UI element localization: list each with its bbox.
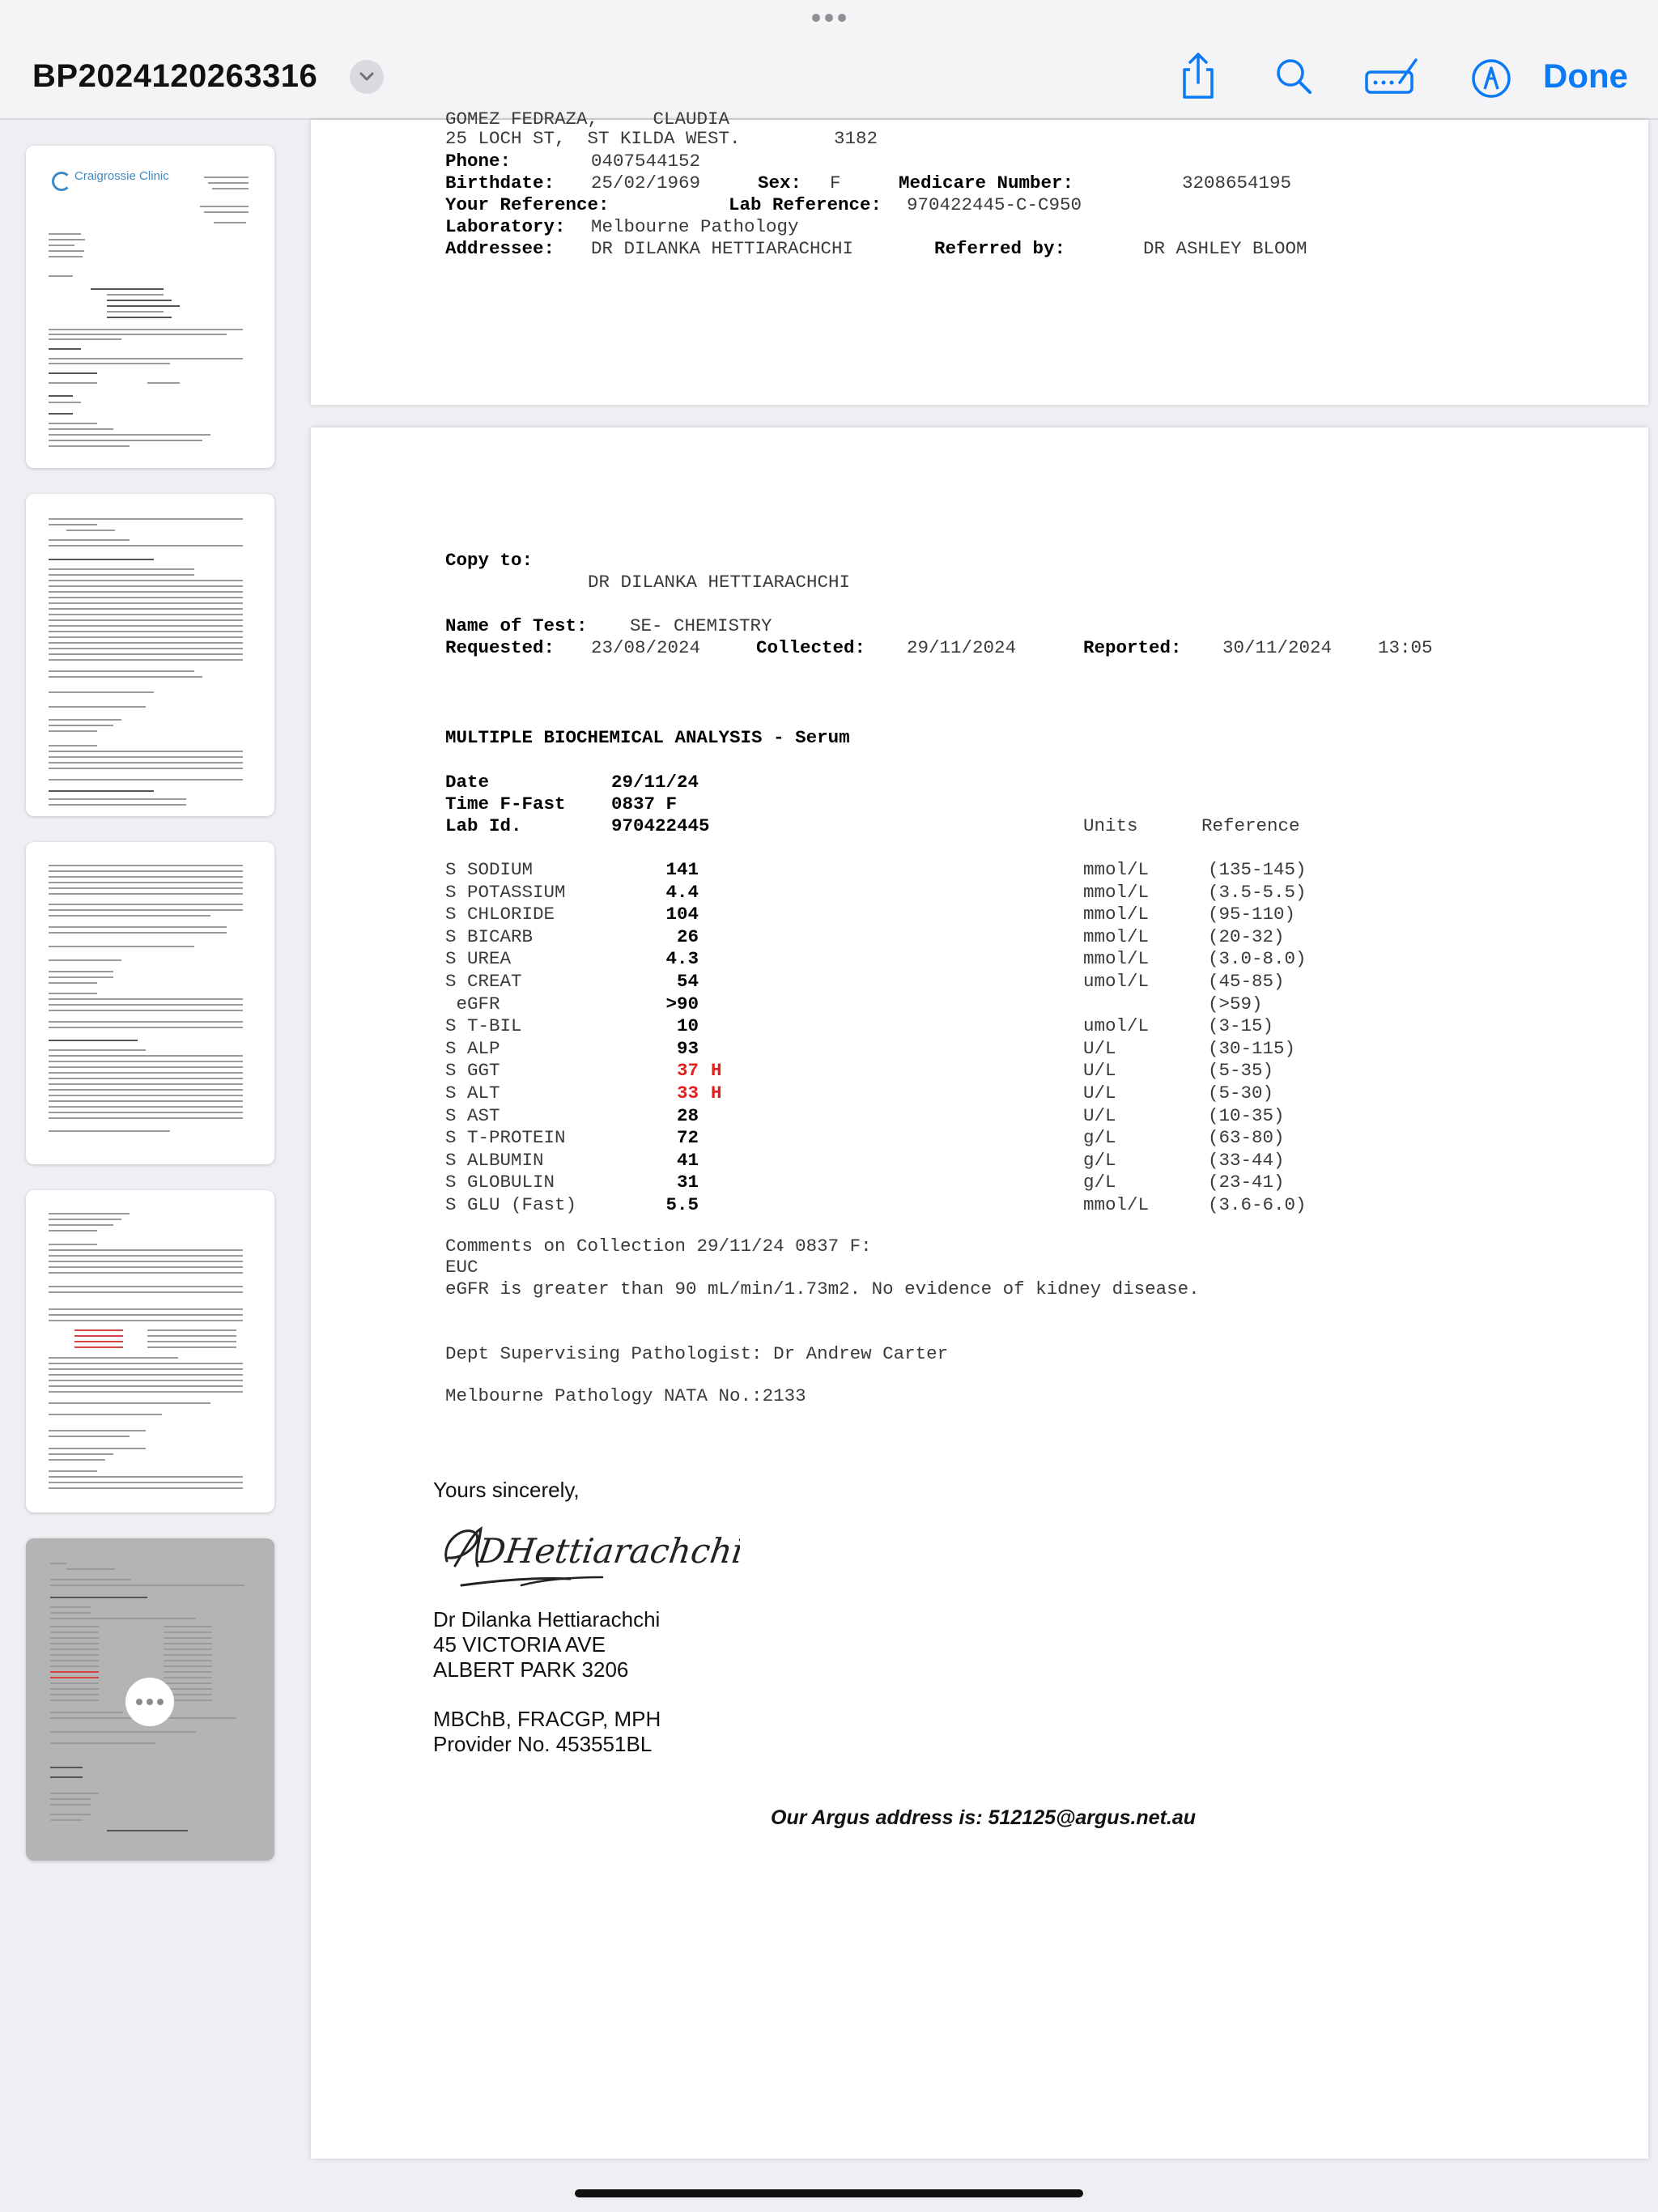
signature-lettering: DHettiarachchi xyxy=(475,1531,740,1571)
lab-reference-value: 970422445-C-C950 xyxy=(907,194,1082,215)
analysis-title: MULTIPLE BIOCHEMICAL ANALYSIS - Serum xyxy=(445,727,850,748)
result-value: 72 xyxy=(676,1127,699,1149)
addressee-label: Addressee: xyxy=(445,238,555,259)
page-thumbnail-4[interactable] xyxy=(26,1190,274,1512)
lab-reference-label: Lab Reference: xyxy=(729,194,882,215)
copy-to-label: Copy to: xyxy=(445,550,534,571)
share-icon[interactable] xyxy=(1174,52,1222,100)
test-name-value: SE- CHEMISTRY xyxy=(630,615,772,636)
result-reference: (5-30) xyxy=(1208,1083,1274,1104)
document-title[interactable]: BP2024120263316 xyxy=(32,58,318,94)
result-units: mmol/L xyxy=(1083,925,1150,947)
result-value: 33 xyxy=(676,1083,699,1104)
result-value: 41 xyxy=(676,1149,699,1171)
referred-by-label: Referred by: xyxy=(934,238,1066,259)
collected-label: Collected: xyxy=(756,637,866,658)
result-test-name: S UREA xyxy=(445,948,512,970)
result-test-name: S BICARB xyxy=(445,925,534,947)
doctor-street: 45 VICTORIA AVE xyxy=(433,1632,606,1657)
clinic-logo-icon xyxy=(52,172,71,191)
result-test-name: S ALBUMIN xyxy=(445,1149,544,1171)
supervising-pathologist: Dept Supervising Pathologist: Dr Andrew Carter xyxy=(445,1343,949,1364)
comments-egfr: eGFR is greater than 90 mL/min/1.73m2. No evidence of kidney disease. xyxy=(445,1278,1200,1300)
laboratory-value: Melbourne Pathology xyxy=(591,216,799,237)
result-value: 5.5 xyxy=(665,1194,699,1215)
window-grabber-icon[interactable] xyxy=(812,14,846,25)
result-units: umol/L xyxy=(1083,971,1150,992)
done-button[interactable]: Done xyxy=(1543,57,1628,95)
result-units: mmol/L xyxy=(1083,859,1150,880)
result-units: mmol/L xyxy=(1083,1194,1150,1215)
medicare-value: 3208654195 xyxy=(1182,172,1292,194)
collected-value: 29/11/2024 xyxy=(907,637,1017,658)
result-reference: (5-35) xyxy=(1208,1060,1274,1082)
copy-to-value: DR DILANKA HETTIARACHCHI xyxy=(588,572,851,593)
result-test-name: S ALP xyxy=(445,1037,500,1059)
result-test-name: S CHLORIDE xyxy=(445,904,555,925)
lab-id-value: 970422445 xyxy=(611,815,710,836)
document-page-2 xyxy=(311,428,1648,2159)
result-test-name: S GLU (Fast) xyxy=(445,1194,577,1215)
page-thumbnail-3[interactable] xyxy=(26,842,274,1164)
result-value: 4.4 xyxy=(665,881,699,903)
page-thumbnail-5[interactable] xyxy=(26,1538,274,1861)
result-reference: (3.5-5.5) xyxy=(1208,881,1307,903)
thumbnail-logo-text: Craigrossie Clinic xyxy=(74,169,169,183)
result-reference: (95-110) xyxy=(1208,904,1296,925)
result-flag: H xyxy=(711,1083,722,1104)
result-test-name: S ALT xyxy=(445,1083,500,1104)
markup-signature-icon[interactable] xyxy=(1364,52,1421,100)
units-header: Units xyxy=(1083,815,1138,836)
requested-value: 23/08/2024 xyxy=(591,637,701,658)
document-toolbar xyxy=(0,0,1658,120)
result-reference: (10-35) xyxy=(1208,1104,1285,1126)
result-units: mmol/L xyxy=(1083,904,1150,925)
page-thumbnail-sidebar xyxy=(0,120,300,2212)
page-thumbnail-2[interactable] xyxy=(26,494,274,816)
result-value: 37 xyxy=(676,1060,699,1082)
home-indicator[interactable] xyxy=(575,2189,1083,2197)
date-value: 29/11/24 xyxy=(611,772,699,793)
result-value: 141 xyxy=(665,859,699,880)
result-test-name: S POTASSIUM xyxy=(445,881,566,903)
result-units: g/L xyxy=(1083,1172,1116,1193)
result-test-name: S AST xyxy=(445,1104,500,1126)
result-units: g/L xyxy=(1083,1149,1116,1171)
result-test-name: S CREAT xyxy=(445,971,522,992)
result-reference: (135-145) xyxy=(1208,859,1307,880)
requested-label: Requested: xyxy=(445,637,555,658)
result-test-name: eGFR xyxy=(445,993,500,1015)
argus-address: Our Argus address is: 512125@argus.net.au xyxy=(771,1806,1197,1829)
addressee-value: DR DILANKA HETTIARACHCHI xyxy=(591,238,854,259)
result-reference: (3.0-8.0) xyxy=(1208,948,1307,970)
result-value: 93 xyxy=(676,1037,699,1059)
thumbnail-more-options-icon[interactable] xyxy=(125,1678,174,1726)
sex-value: F xyxy=(830,172,841,194)
patient-name-line: GOMEZ FEDRAZA, CLAUDIA xyxy=(445,108,730,130)
birthdate-label: Birthdate: xyxy=(445,172,555,194)
doctor-city: ALBERT PARK 3206 xyxy=(433,1657,629,1682)
result-reference: (23-41) xyxy=(1208,1172,1285,1193)
date-label: Date xyxy=(445,772,490,793)
result-reference: (>59) xyxy=(1208,993,1263,1015)
reported-time: 13:05 xyxy=(1378,637,1433,658)
reference-header: Reference xyxy=(1201,815,1300,836)
result-units: g/L xyxy=(1083,1127,1116,1149)
page-thumbnail-1[interactable] xyxy=(26,146,274,468)
result-value: 10 xyxy=(676,1015,699,1037)
sex-label: Sex: xyxy=(758,172,802,194)
result-value: 26 xyxy=(676,925,699,947)
patient-address: 25 LOCH ST, ST KILDA WEST. xyxy=(445,128,741,149)
time-label: Time F-Fast xyxy=(445,793,566,815)
result-units: U/L xyxy=(1083,1037,1116,1059)
birthdate-value: 25/02/1969 xyxy=(591,172,701,194)
result-value: 54 xyxy=(676,971,699,992)
result-test-name: S T-BIL xyxy=(445,1015,522,1037)
result-units: U/L xyxy=(1083,1060,1116,1082)
result-reference: (20-32) xyxy=(1208,925,1285,947)
patient-postcode: 3182 xyxy=(834,128,878,149)
result-test-name: S GLOBULIN xyxy=(445,1172,555,1193)
result-reference: (63-80) xyxy=(1208,1127,1285,1149)
comments-heading: Comments on Collection 29/11/24 0837 F: xyxy=(445,1236,872,1257)
time-value: 0837 F xyxy=(611,793,678,815)
doctor-qualifications: MBChB, FRACGP, MPH xyxy=(433,1707,661,1731)
result-value: 4.3 xyxy=(665,948,699,970)
result-units: mmol/L xyxy=(1083,881,1150,903)
result-reference: (33-44) xyxy=(1208,1149,1285,1171)
signature-image xyxy=(432,1509,740,1590)
result-value: >90 xyxy=(665,993,699,1015)
nata-number: Melbourne Pathology NATA No.:2133 xyxy=(445,1385,806,1406)
result-reference: (3.6-6.0) xyxy=(1208,1194,1307,1215)
medicare-label: Medicare Number: xyxy=(899,172,1074,194)
your-reference-label: Your Reference: xyxy=(445,194,610,215)
result-reference: (3-15) xyxy=(1208,1015,1274,1037)
result-reference: (30-115) xyxy=(1208,1037,1296,1059)
phone-label: Phone: xyxy=(445,151,512,172)
search-icon[interactable] xyxy=(1269,52,1318,100)
result-units: mmol/L xyxy=(1083,948,1150,970)
result-test-name: S T-PROTEIN xyxy=(445,1127,566,1149)
result-test-name: S GGT xyxy=(445,1060,500,1082)
document-page-1 xyxy=(311,108,1648,405)
reported-label: Reported: xyxy=(1083,637,1182,658)
doctor-name: Dr Dilanka Hettiarachchi xyxy=(433,1607,661,1631)
result-reference: (45-85) xyxy=(1208,971,1285,992)
provider-number: Provider No. 453551BL xyxy=(433,1732,653,1756)
comments-euc: EUC xyxy=(445,1257,478,1278)
result-flag: H xyxy=(711,1060,722,1082)
phone-value: 0407544152 xyxy=(591,151,701,172)
result-units: U/L xyxy=(1083,1104,1116,1126)
test-name-label: Name of Test: xyxy=(445,615,588,636)
result-units: umol/L xyxy=(1083,1015,1150,1037)
result-value: 104 xyxy=(665,904,699,925)
markup-pen-icon[interactable] xyxy=(1467,52,1516,100)
referred-by-value: DR ASHLEY BLOOM xyxy=(1143,238,1307,259)
reported-value: 30/11/2024 xyxy=(1222,637,1333,658)
lab-id-label: Lab Id. xyxy=(445,815,522,836)
result-units: U/L xyxy=(1083,1083,1116,1104)
closing-salutation: Yours sincerely, xyxy=(433,1478,580,1502)
result-value: 28 xyxy=(676,1104,699,1126)
result-value: 31 xyxy=(676,1172,699,1193)
title-menu-chevron-icon[interactable] xyxy=(350,60,384,94)
laboratory-label: Laboratory: xyxy=(445,216,566,237)
result-test-name: S SODIUM xyxy=(445,859,534,880)
